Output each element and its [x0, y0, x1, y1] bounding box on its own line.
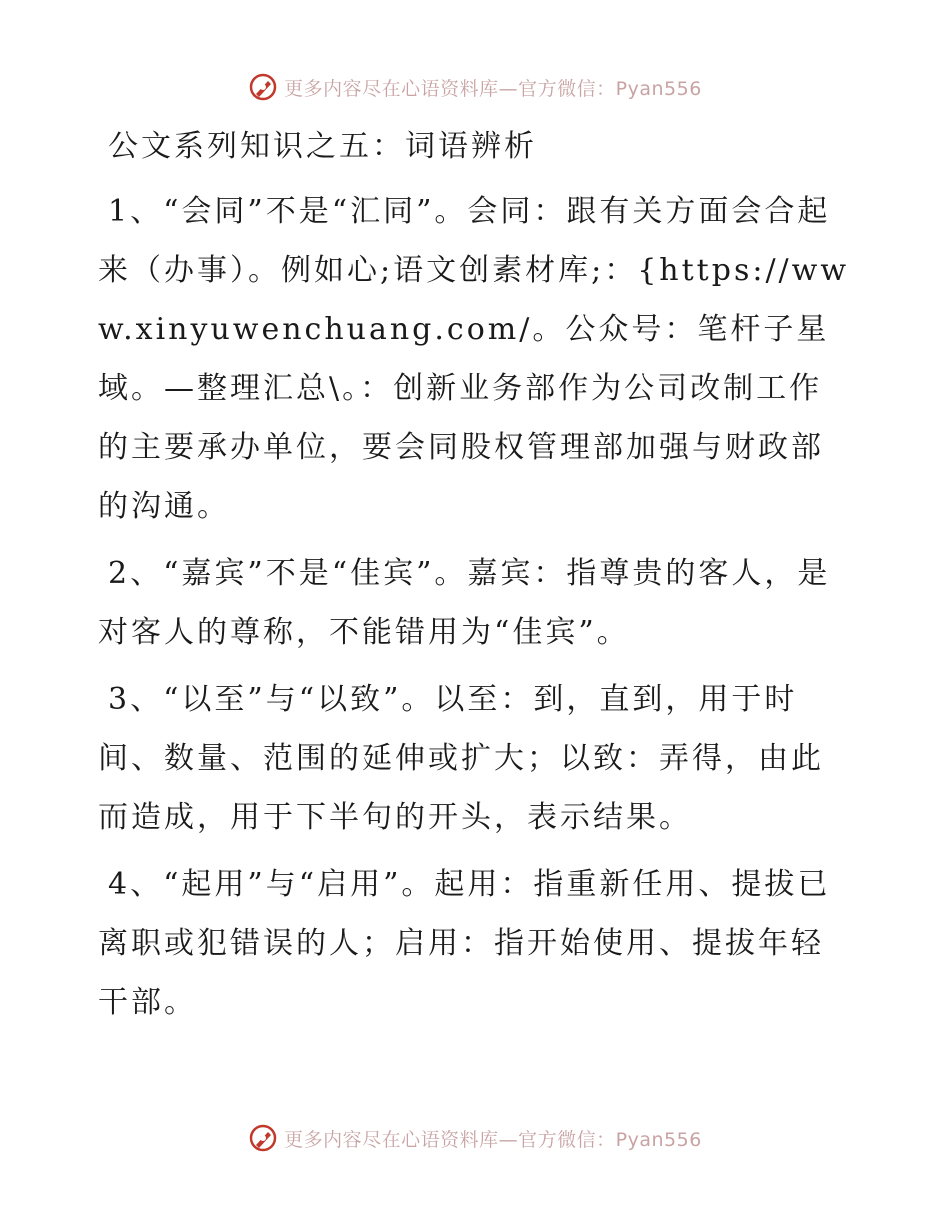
paragraph-4: 4、“起用”与“启用”。起用：指重新任用、提拔已离职或犯错误的人；启用：指开始使用、提拔年轻干部。	[98, 867, 831, 1020]
footer-watermark	[0, 1123, 950, 1153]
paragraph-3: 3、“以至”与“以致”。以至：到，直到，用于时间、数量、范围的延伸或扩大；以致：弄得，由此而造成，用于下半句的开头，表示结果。	[98, 682, 824, 835]
paragraph-2: 2、“嘉宾”不是“佳宾”。嘉宾：指尊贵的客人，是对客人的尊称，不能错用为“佳宾”。	[98, 556, 831, 650]
watermark-text: 更多内容尽在心语资料库—官方微信：Pyan556	[284, 77, 702, 100]
watermark-text: 更多内容尽在心语资料库—官方微信：Pyan556	[284, 1128, 702, 1151]
document-body	[98, 124, 850, 1040]
header-watermark	[0, 72, 950, 102]
paragraph-1: 1、“会同”不是“汇同”。会同：跟有关方面会合起来（办事）。例如心;语文创素材库;：{https://www.xinyuwenchuang.com/。公众号：笔杆子星域。—整理汇总\。：创新业务部作为公司改制工作的主要承办单位，要会同股权管理部加强与财政部的沟通。	[98, 194, 850, 524]
document-title: 公文系列知识之五：词语辨析	[108, 129, 537, 164]
pen-circle-icon	[248, 72, 278, 102]
pen-circle-icon	[248, 1123, 278, 1153]
